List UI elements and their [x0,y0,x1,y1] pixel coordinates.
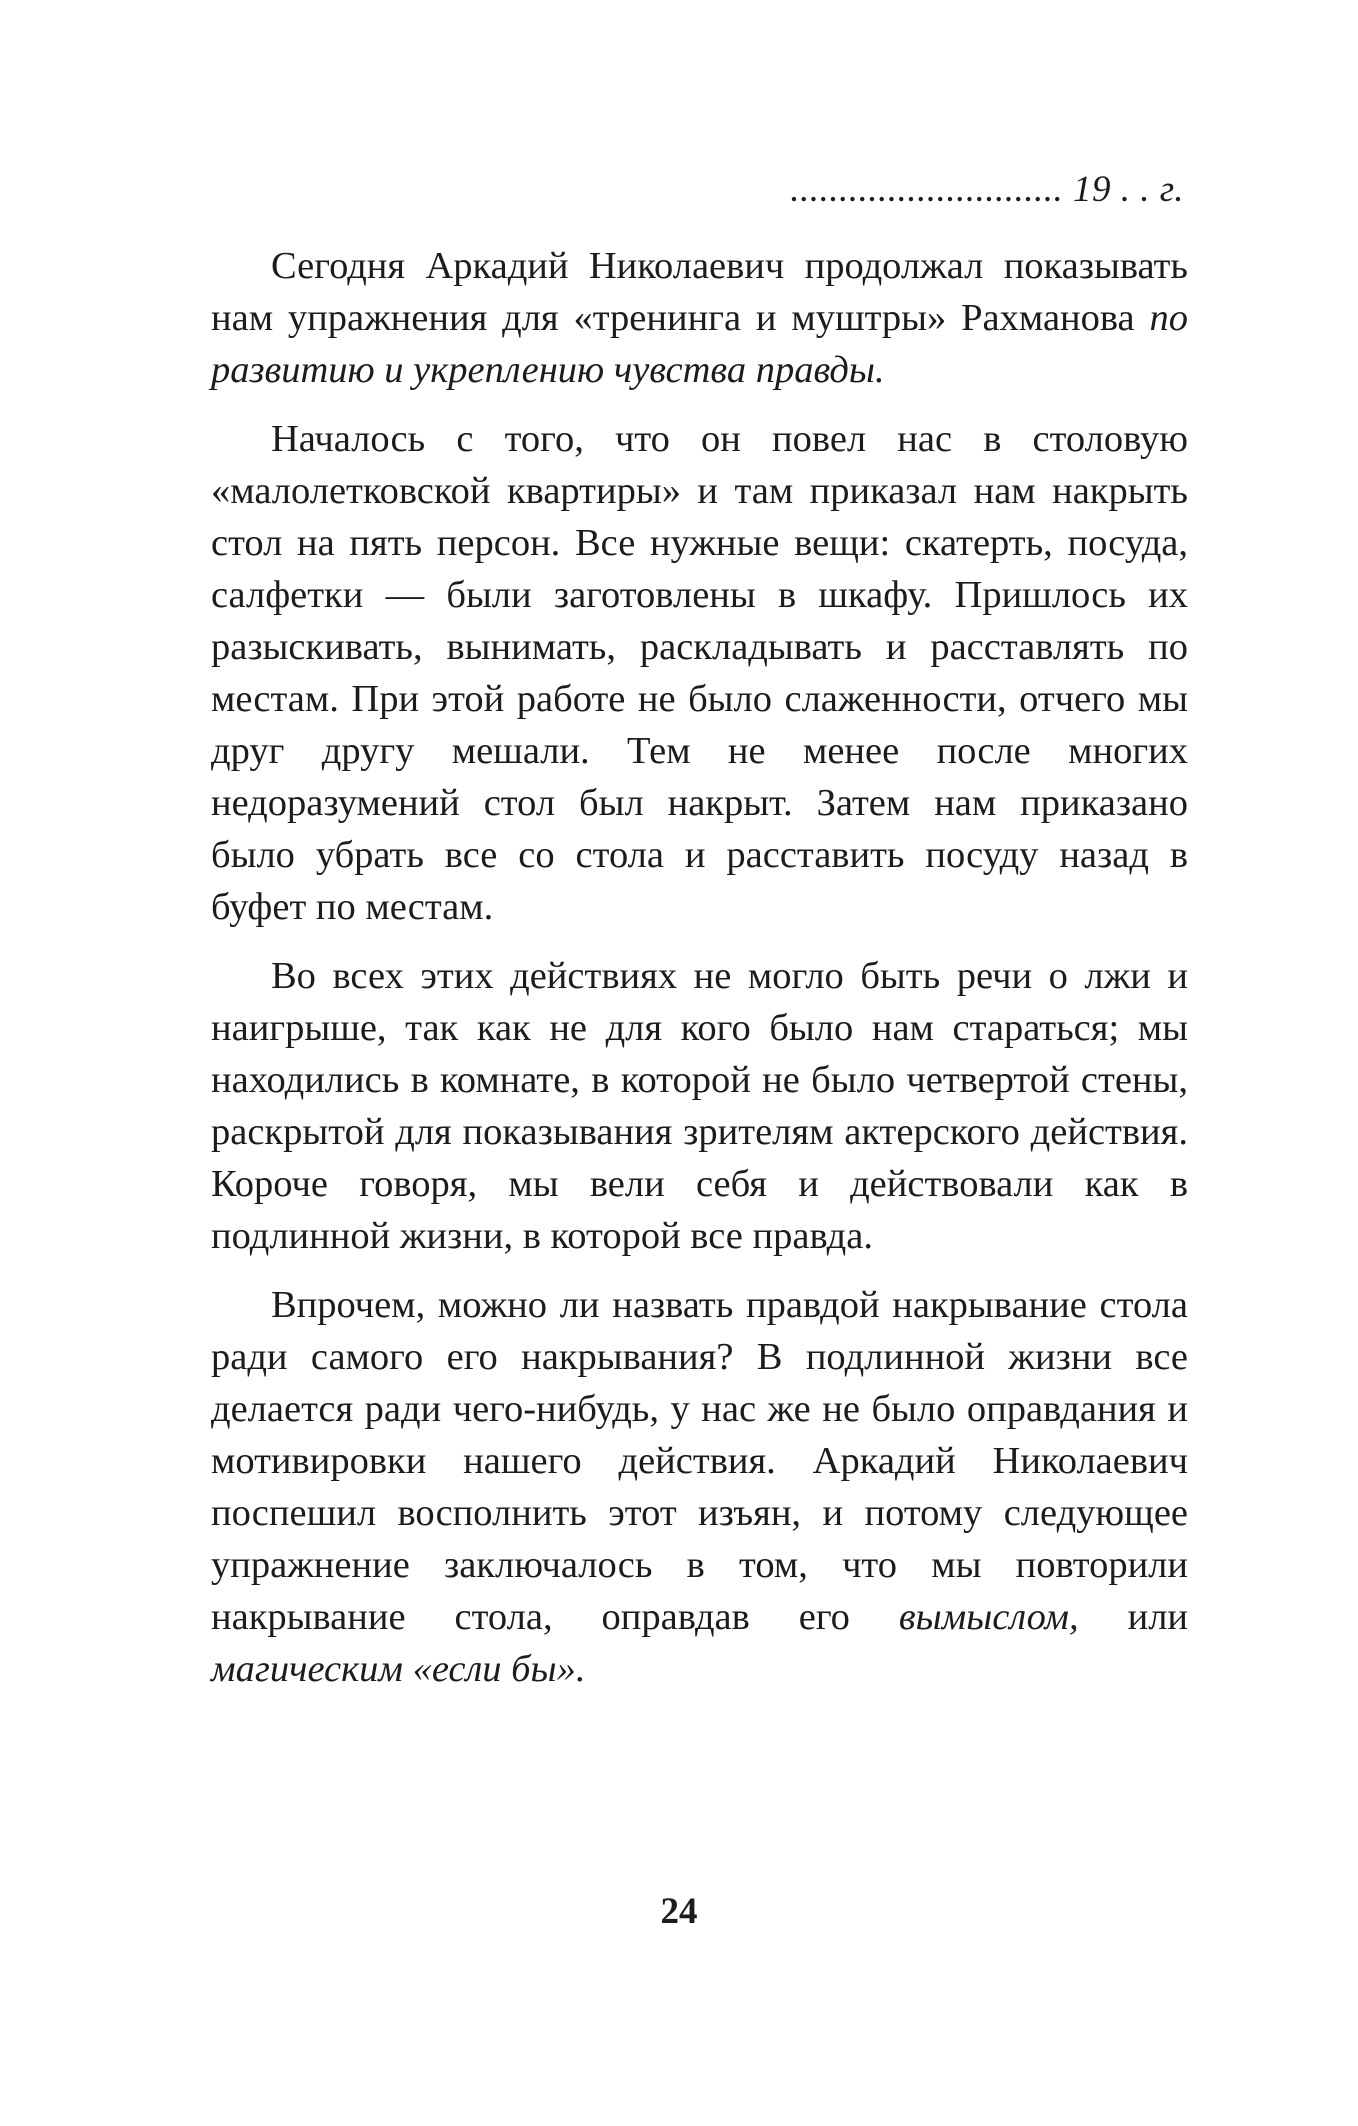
italic-text-segment: по развитию и укреплению чувства правды. [211,297,1188,391]
text-segment: Сегодня Аркадий Николаевич продолжал показывать нам упражнения для «тренинга и муштры» Рахманова [211,245,1188,339]
italic-text-segment: магическим «если бы». [211,1648,586,1690]
body-text [211,240,1188,1712]
paragraph [211,413,1188,933]
italic-text-segment: вымыслом, [898,1596,1079,1638]
text-segment: Впрочем, можно ли назвать правдой накрывание стола ради самого его накрывания? В подлинной жизни все делается ради чего-нибудь, у нас же не было оправдания и мотивировки нашего действия. Аркадий Николаевич поспешил восполнить этот изъян, и потому следующее упражнение заключалось в том, что мы повторили накрывание стола, оправдав его [211,1284,1188,1638]
page-number: 24 [660,1891,698,1932]
paragraph [211,950,1188,1262]
page-header-date: ............................ 19 . . г. [790,169,1184,210]
text-segment: Во всех этих действиях не могло быть речи о лжи и наигрыше, так как не для кого было нам стараться; мы находились в комнате, в которой не было четвертой стены, раскрытой для показывания зрителям актерского действия. Короче говоря, мы вели себя и действовали как в подлинной жизни, в которой все правда. [211,955,1188,1257]
paragraph [211,240,1188,396]
text-segment: или [1078,1596,1189,1638]
text-segment: Началось с того, что он повел нас в столовую «малолетковской квартиры» и там приказал нам накрыть стол на пять персон. Все нужные вещи: скатерть, посуда, салфетки — были заготовлены в шкафу. Пришлось их разыскивать, вынимать, раскладывать и расставлять по местам. При этой работе не было слаженности, отчего мы друг другу мешали. Тем не менее после многих недоразумений стол был накрыт. Затем нам приказано было убрать все со стола и расставить посуду назад в буфет по местам. [211,418,1188,928]
paragraph [211,1279,1188,1695]
